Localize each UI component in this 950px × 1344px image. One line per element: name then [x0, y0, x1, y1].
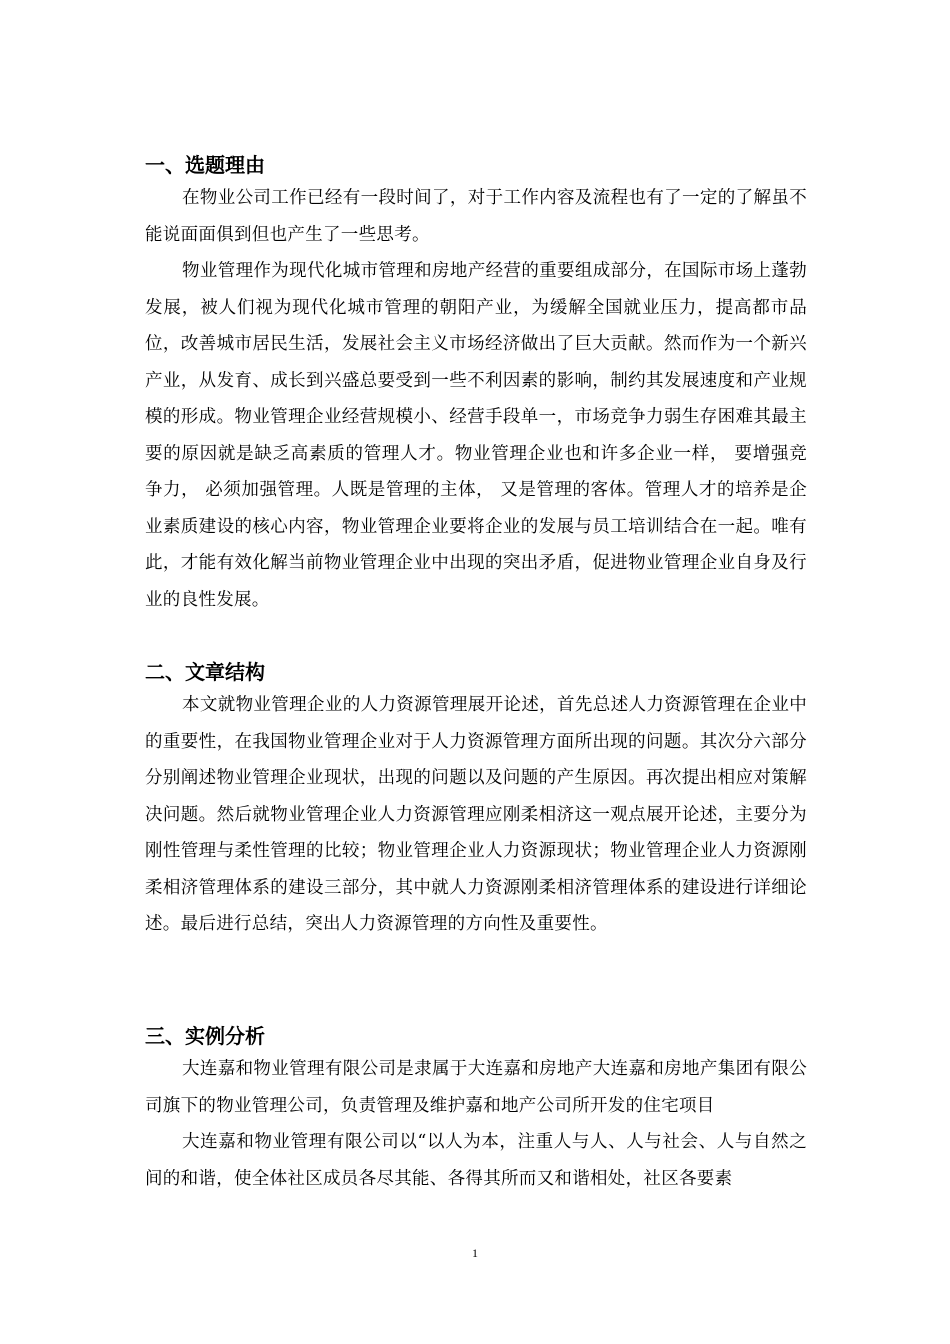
- section-reason: [145, 150, 807, 618]
- paragraph: 大连嘉和物业管理有限公司以“以人为本，注重人与人、人与社会、人与自然之间的和谐，使全体社区成员各尽其能、各得其所而又和谐相处，社区各要素: [145, 1132, 807, 1189]
- paragraph: 本文就物业管理企业的人力资源管理展开论述，首先总述人力资源管理在企业中的重要性，在我国物业管理企业对于人力资源管理方面所出现的问题。其次分六部分分别阐述物业管理企业现状，出现的问题以及问题的产生原因。再次提出相应对策解决问题。然后就物业管理企业人力资源管理应刚柔相济这一观点展开论述，主要分为刚性管理与柔性管理的比较；物业管理企业人力资源现状；物业管理企业人力资源刚柔相济管理体系的建设三部分，其中就人力资源刚柔相济管理体系的建设进行详细论述。最后进行总结，突出人力资源管理的方向性及重要性。: [145, 695, 807, 934]
- section-case-study: [145, 1021, 807, 1197]
- section-heading: 三、实例分析: [145, 1024, 265, 1048]
- paragraph: 在物业公司工作已经有一段时间了，对于工作内容及流程也有了一定的了解虽不能说面面俱到但也产生了一些思考。: [145, 188, 807, 245]
- paragraph: 物业管理作为现代化城市管理和房地产经营的重要组成部分，在国际市场上蓬勃发展，被人们视为现代化城市管理的朝阳产业，为缓解全国就业压力，提高都市品位，改善城市居民生活，发展社会主义市场经济做出了巨大贡献。然而作为一个新兴产业，从发育、成长到兴盛总要受到一些不利因素的影响，制约其发展速度和产业规模的形成。物业管理企业经营规模小、经营手段单一，市场竞争力弱生存困难其最主要的原因就是缺乏高素质的管理人才。物业管理企业也和许多企业一样， 要增强竞争力， 必须加强管理。人既是管理的主体， 又是管理的客体。管理人才的培养是企业素质建设的核心内容，物业管理企业要将企业的发展与员工培训结合在一起。唯有此，才能有效化解当前物业管理企业中出现的突出矛盾，促进物业管理企业自身及行业的良性发展。: [145, 261, 807, 610]
- section-structure: [145, 657, 807, 943]
- paragraph: 大连嘉和物业管理有限公司是隶属于大连嘉和房地产大连嘉和房地产集团有限公司旗下的物业管理公司，负责管理及维护嘉和地产公司所开发的住宅项目: [145, 1059, 807, 1116]
- section-heading: 二、文章结构: [145, 660, 265, 684]
- page-number: 1: [472, 1246, 478, 1260]
- section-heading: 一、选题理由: [145, 153, 265, 177]
